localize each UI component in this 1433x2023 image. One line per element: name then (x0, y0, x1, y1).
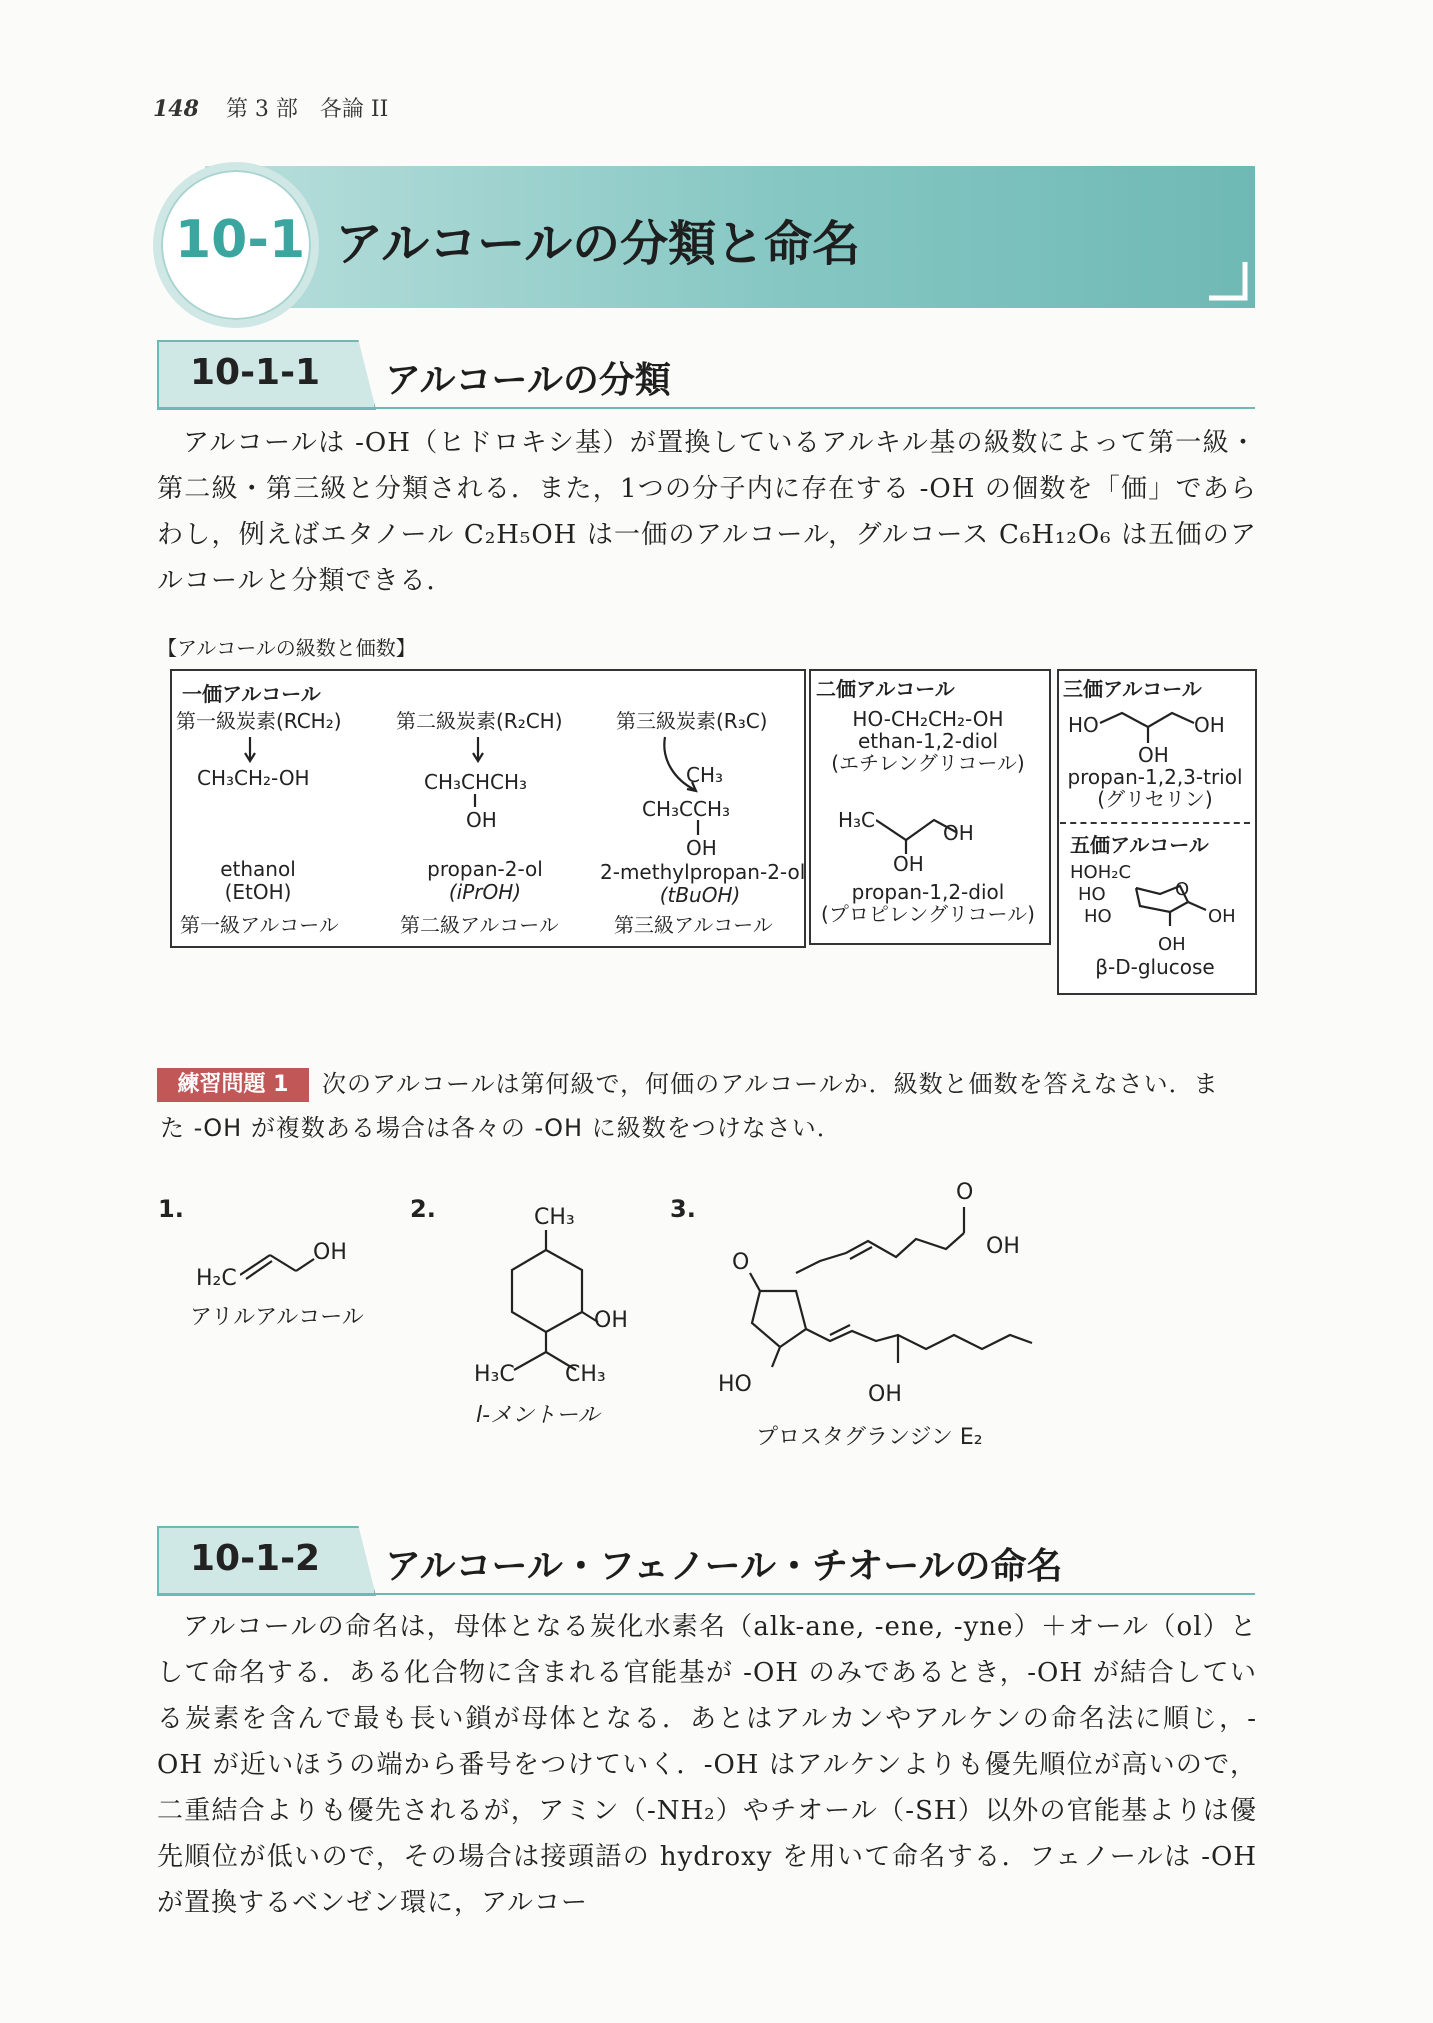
menthol-oh: OH (594, 1308, 628, 1333)
propanediol-name: propan-1,2-diol (851, 880, 1005, 904)
menthol-ch3b: CH₃ (565, 1362, 606, 1387)
ethanediol-formula: HO-CH₂CH₂-OH (852, 707, 1004, 731)
pge2-ketone-o: O (732, 1250, 750, 1275)
glucose-ring (1120, 868, 1210, 928)
trivalent-heading: 三価アルコール (1063, 677, 1202, 701)
section-rule (157, 407, 1255, 409)
glucose-oh2: OH (1158, 934, 1186, 955)
allyl-oh: OH (313, 1240, 347, 1265)
propanol-oh: OH (466, 808, 497, 832)
propanediol-common: (プロピレングリコール) (821, 902, 1035, 926)
problem-number: 1. (158, 1195, 184, 1223)
secondary-class: 第二級アルコール (400, 913, 559, 937)
tbutanol-ch3: CH₃ (686, 763, 724, 787)
section-paragraph: アルコールの命名は，母体となる炭化水素名（alk-ane, -ene, -yne）＋オール（ol）として命名する．ある化合物に含まれる官能基が -OH のみであるとき，-OH が結合している炭素を含んで最も長い鎖が母体となる．あとはアルカンやアルケンの命名法に順じ，-OH が近いほうの端から番号をつけていく．-OH はアルケンよりも優先順位が高いので，二重結合よりも優先されるが，アミン（-NH₂）やチオール（-SH）以外の官能基よりは優先順位が低いので，その場合は接頭語の hydroxy を用いて命名する．フェノールは -OH が置換するベンゼン環に，アルコー (157, 1612, 1257, 1918)
menthol-h3c: H₃C (474, 1362, 515, 1387)
pentavalent-heading: 五価アルコール (1070, 833, 1209, 857)
running-head-section: 第 3 部 各論 II (225, 97, 389, 122)
allyl-label: アリルアルコール (190, 1305, 364, 1330)
pge2-ring-ho: HO (718, 1372, 752, 1397)
tbutanol-oh: OH (686, 836, 717, 860)
ethanol-abbr: (EtOH) (224, 880, 292, 904)
arrow-down-icon (240, 735, 260, 765)
glucose-ring-o: O (1175, 879, 1190, 900)
section-title: アルコールの分類 (385, 360, 671, 401)
exercise-text-line1: 次のアルコールは第何級で，何価のアルコールか．級数と価数を答えなさい．ま (322, 1070, 1219, 1098)
corner-mark-icon (1205, 258, 1250, 303)
pge2-acid-oh: OH (986, 1234, 1020, 1259)
pge2-label: プロスタグランジン E₂ (756, 1425, 983, 1450)
divalent-heading: 二価アルコール (816, 677, 955, 701)
ethanol-formula: CH₃CH₂-OH (197, 766, 310, 790)
glycerol-oh-right: OH (1194, 713, 1225, 737)
section-number: 10-1-1 (190, 352, 321, 393)
tertiary-class: 第三級アルコール (614, 913, 773, 937)
pge2-acid-o: O (956, 1180, 974, 1205)
bond-line (470, 794, 480, 808)
dashed-divider (1060, 822, 1250, 824)
figure-caption: 【アルコールの級数と価数】 (157, 636, 416, 660)
arrow-down-icon (468, 735, 488, 765)
propanol-name: propan-2-ol (427, 857, 543, 881)
problem-number: 3. (670, 1195, 696, 1223)
glucose-name: β-D-glucose (1095, 955, 1215, 979)
propanediol-h3c: H₃C (838, 808, 876, 832)
prostaglandin-skeleton (720, 1195, 1040, 1395)
glucose-ho1: HO (1078, 884, 1106, 905)
tbutanol-name: 2-methylpropan-2-ol (600, 860, 806, 884)
allyl-h2c: H₂C (196, 1266, 237, 1291)
problem-number: 2. (410, 1195, 436, 1223)
pge2-chain-oh: OH (868, 1382, 902, 1407)
propanediol-oh1: OH (943, 821, 974, 845)
ethanol-name: ethanol (220, 857, 296, 881)
glycerol-oh-bottom: OH (1138, 743, 1169, 767)
section-rule (157, 1593, 1255, 1595)
propanol-abbr: (iPrOH) (448, 880, 522, 904)
tbutanol-formula: CH₃CCH₃ (642, 797, 731, 821)
page-number: 148 (153, 96, 199, 122)
section-paragraph: アルコールは -OH（ヒドロキシ基）が置換しているアルキル基の級数によって第一級・第二級・第三級と分類される．また，1つの分子内に存在する -OH の個数を「価」であらわし，例えばエタノール C₂H₅OH は一価のアルコール，グルコース C₆H₁₂O₆ は五価のアルコールと分類できる． (157, 428, 1257, 596)
menthol-label: l-メントール (476, 1403, 600, 1428)
tertiary-carbon-label: 第三級炭素(R₃C) (616, 709, 768, 733)
glycerol-skeleton (1098, 705, 1198, 745)
secondary-carbon-label: 第二級炭素(R₂CH) (396, 709, 563, 733)
glycerol-name: propan-1,2,3-triol (1067, 765, 1243, 789)
tbutanol-abbr: (tBuOH) (659, 883, 741, 907)
section-number: 10-1-2 (190, 1538, 321, 1579)
bond-line (693, 820, 703, 836)
glucose-hoh2c: HOH₂C (1070, 862, 1132, 883)
allyl-skeleton (240, 1247, 320, 1282)
ethanediol-common: (エチレングリコール) (831, 751, 1025, 775)
glycerol-ho: HO (1068, 713, 1099, 737)
glucose-oh1: OH (1208, 906, 1236, 927)
propanediol-oh2: OH (893, 852, 924, 876)
menthol-ch3: CH₃ (534, 1205, 575, 1230)
primary-carbon-label: 第一級炭素(RCH₂) (176, 709, 342, 733)
chapter-title: アルコールの分類と命名 (335, 216, 861, 272)
ethanediol-name: ethan-1,2-diol (857, 729, 999, 753)
exercise-text-line2: た -OH が複数ある場合は各々の -OH に級数をつけなさい． (160, 1114, 842, 1142)
running-head (153, 92, 388, 123)
chapter-number: 10-1 (175, 210, 306, 270)
section-title: アルコール・フェノール・チオールの命名 (385, 1546, 1063, 1587)
exercise-tag: 練習問題 1 (157, 1068, 309, 1102)
glucose-ho2: HO (1084, 906, 1112, 927)
propanol-formula: CH₃CHCH₃ (424, 770, 528, 794)
monovalent-heading: 一価アルコール (182, 682, 321, 706)
primary-class: 第一級アルコール (180, 913, 339, 937)
glycerol-common: (グリセリン) (1097, 787, 1213, 811)
